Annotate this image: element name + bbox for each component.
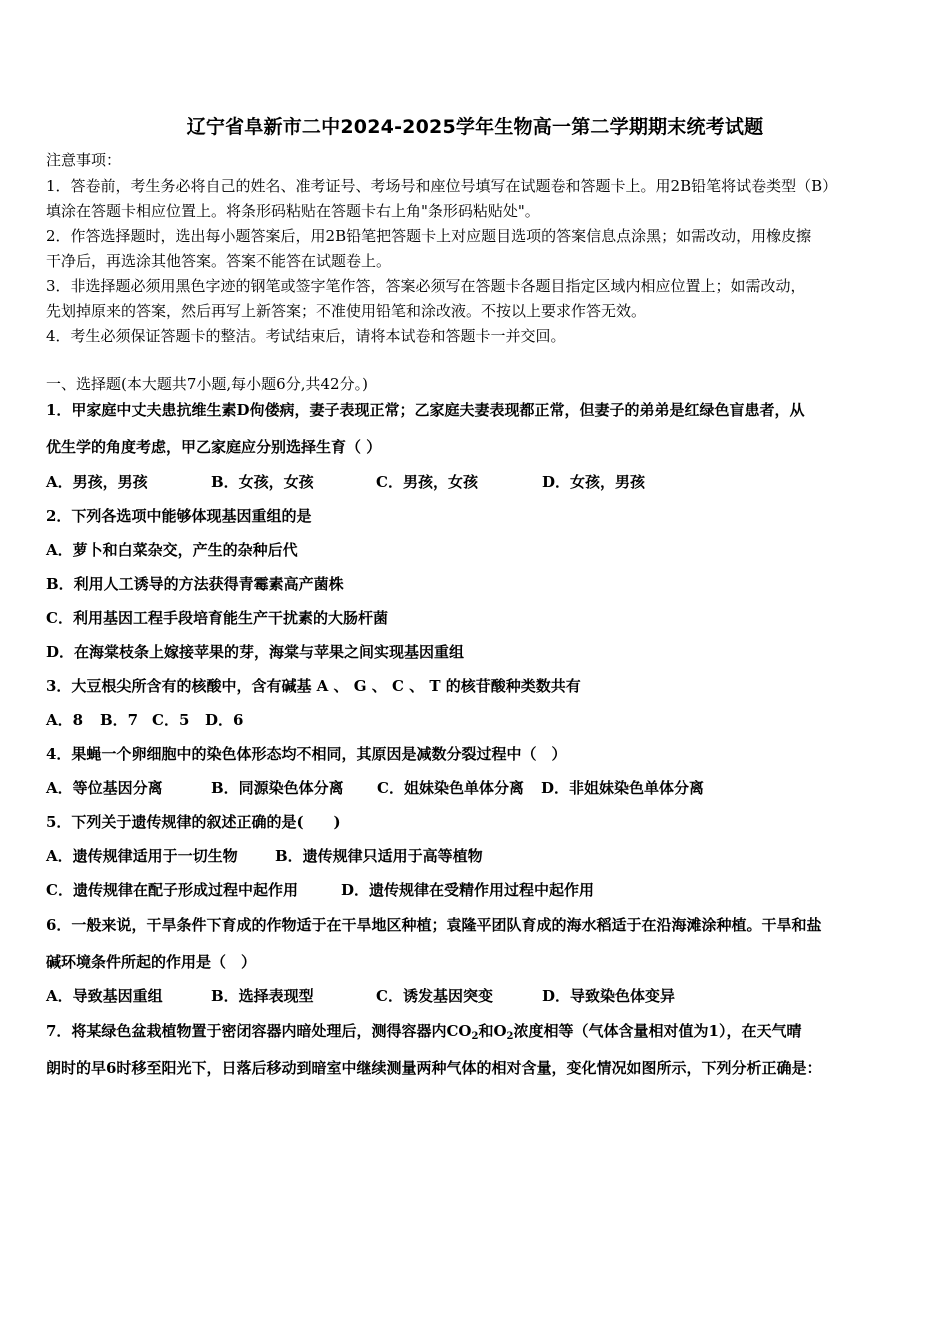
option-c: C．利用基因工程手段培育能生产干扰素的大肠杆菌 xyxy=(46,609,388,627)
option-c: C．5 xyxy=(152,711,190,729)
notice-line: 先划掉原来的答案，然后再写上新答案；不准使用铅笔和涂改液。不按以上要求作答无效。 xyxy=(46,302,647,320)
question-1-stem: 1．甲家庭中丈夫患抗维生素D佝偻病，妻子表现正常；乙家庭夫妻表现都正常，但妻子的弟弟是红绿色盲患者，从 xyxy=(46,401,805,419)
option-b: B．利用人工诱导的方法获得青霉素高产菌株 xyxy=(46,575,344,593)
option-d: D．女孩，男孩 xyxy=(542,473,646,491)
option-a: A．等位基因分离 xyxy=(46,779,163,797)
option-d: D．导致染色体变异 xyxy=(542,987,676,1005)
q7-text-a: 7．将某绿色盆栽植物置于密闭容器内暗处理后，测得容器内 xyxy=(46,1022,447,1040)
notice-line: 3．非选择题必须用黑色字迹的钢笔或签字笔作答，答案必须写在答题卡各题目指定区域内相应位置上；如需改动， xyxy=(46,277,806,295)
co2-formula: $CO_2$ xyxy=(446,1022,479,1042)
notice-line: 1．答卷前，考生务必将自己的姓名、准考证号、考场号和座位号填写在试题卷和答题卡上。用2B铅笔将试卷类型（B） xyxy=(46,177,838,195)
page-title: 辽宁省阜新市二中2024-2025学年生物高一第二学期期末统考试题 xyxy=(186,116,764,138)
option-b: B．选择表现型 xyxy=(211,987,314,1005)
option-c: C．姐妹染色单体分离 xyxy=(377,779,524,797)
question-7-stem: 7．将某绿色盆栽植物置于密闭容器内暗处理后，测得容器内$CO_2$和$O_2$浓度相等（气体含量相对值为1），在天气晴 xyxy=(46,1022,802,1042)
section-heading: 一、选择题(本大题共7小题,每小题6分,共42分。) xyxy=(46,375,368,393)
question-7-stem-cont: 朗时的早6时移至阳光下，日落后移动到暗室中继续测量两种气体的相对含量，变化情况如图所示，下列分析正确是： xyxy=(46,1059,822,1077)
option-b: B．同源染色体分离 xyxy=(211,779,344,797)
o2-formula: $O_2$ xyxy=(493,1022,514,1042)
option-b: B．7 xyxy=(100,711,139,729)
question-6-stem-cont: 碱环境条件所起的作用是（ ） xyxy=(46,953,257,971)
option-a: A．8 xyxy=(46,711,84,729)
option-c: C．诱发基因突变 xyxy=(376,987,493,1005)
question-2-stem: 2．下列各选项中能够体现基因重组的是 xyxy=(46,507,312,525)
notice-line: 填涂在答题卡相应位置上。将条形码粘贴在答题卡右上角"条形码粘贴处"。 xyxy=(46,202,540,220)
option-a: A．萝卜和白菜杂交，产生的杂种后代 xyxy=(46,541,298,559)
notice-heading: 注意事项： xyxy=(46,151,122,169)
notice-line: 4．考生必须保证答题卡的整洁。考试结束后，请将本试卷和答题卡一并交回。 xyxy=(46,327,566,345)
q7-text-b: 浓度相等（气体含量相对值为1），在天气晴 xyxy=(513,1022,802,1040)
option-a: A．男孩，男孩 xyxy=(46,473,148,491)
option-d: D．非姐妹染色单体分离 xyxy=(541,779,705,797)
question-4-stem: 4．果蝇一个卵细胞中的染色体形态均不相同，其原因是减数分裂过程中（ ） xyxy=(46,745,567,763)
option-b: B．遗传规律只适用于高等植物 xyxy=(275,847,483,865)
option-c: C．遗传规律在配子形成过程中起作用 xyxy=(46,881,298,899)
question-5-stem: 5．下列关于遗传规律的叙述正确的是( ) xyxy=(46,813,341,831)
option-c: C．男孩，女孩 xyxy=(376,473,478,491)
option-b: B．女孩，女孩 xyxy=(211,473,314,491)
notice-line: 干净后，再选涂其他答案。答案不能答在试题卷上。 xyxy=(46,252,392,270)
question-6-stem: 6．一般来说，干旱条件下育成的作物适于在干旱地区种植；袁隆平团队育成的海水稻适于在沿海滩涂种植。干旱和盐 xyxy=(46,916,822,934)
question-1-stem-cont: 优生学的角度考虑，甲乙家庭应分别选择生育（ ） xyxy=(46,438,382,456)
option-d: D．在海棠枝条上嫁接苹果的芽，海棠与苹果之间实现基因重组 xyxy=(46,643,465,661)
notice-line: 2．作答选择题时，选出每小题答案后，用2B铅笔把答题卡上对应题目选项的答案信息点涂黑；如需改动，用橡皮擦 xyxy=(46,227,812,245)
option-a: A．遗传规律适用于一切生物 xyxy=(46,847,238,865)
option-d: D．遗传规律在受精作用过程中起作用 xyxy=(341,881,595,899)
option-d: D．6 xyxy=(205,711,244,729)
question-3-stem: 3．大豆根尖所含有的核酸中，含有碱基 A 、 G 、 C 、 T 的核苷酸种类数共有 xyxy=(46,677,581,695)
option-a: A．导致基因重组 xyxy=(46,987,163,1005)
